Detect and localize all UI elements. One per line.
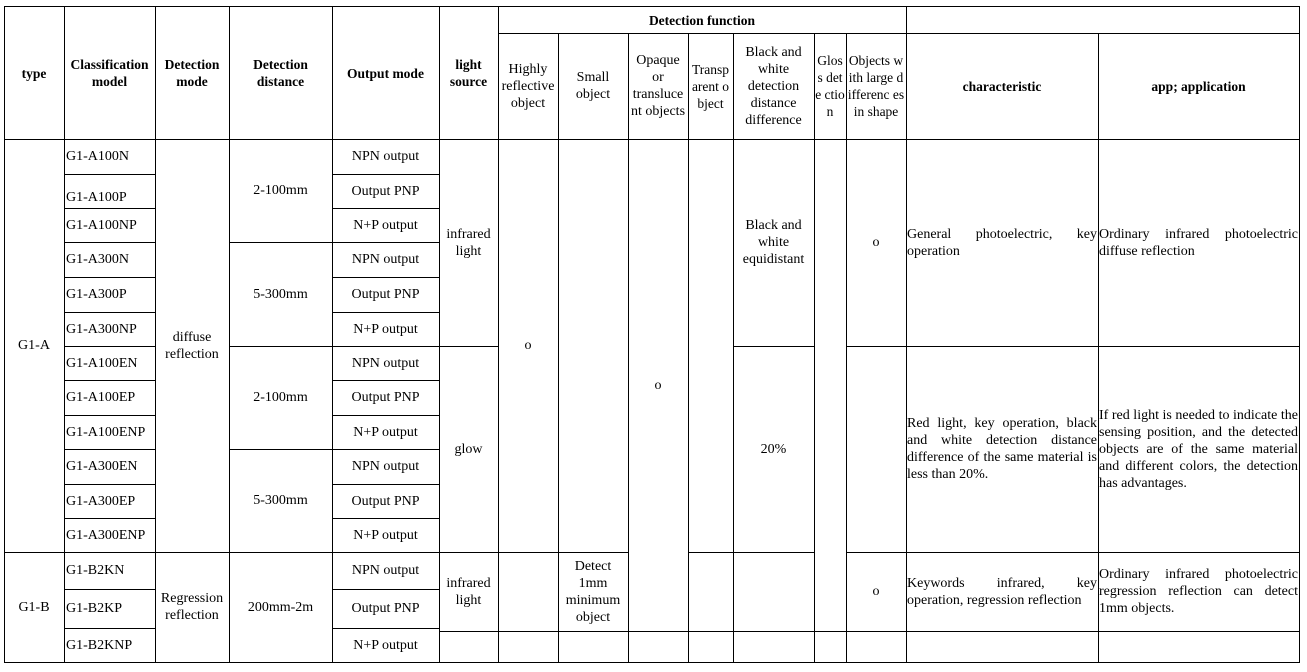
characteristic-regression: Keywords infrared, key operation, regression reflection bbox=[907, 575, 1097, 608]
row-divider bbox=[332, 277, 439, 278]
light-source-infrared: infrared light bbox=[446, 226, 491, 259]
model-g1-b2kp: G1-B2KP bbox=[66, 601, 123, 616]
large-shape-mark: o bbox=[872, 235, 880, 250]
header-black-white-difference: Black and white detection distance difference bbox=[745, 44, 802, 128]
type-g1-b: G1-B bbox=[18, 599, 50, 615]
row-divider bbox=[64, 312, 155, 313]
header-output-mode: Output mode bbox=[347, 65, 424, 81]
header-large-shape-difference: Objects with large differenc es in shape bbox=[847, 53, 905, 119]
application-regression: Ordinary infrared photoelectric regression reflection can detect 1mm objects. bbox=[1099, 567, 1298, 616]
header-characteristic: characteristic bbox=[962, 78, 1042, 94]
light-source-glow: glow bbox=[454, 441, 483, 457]
row-divider bbox=[64, 174, 155, 175]
output-np: N+P output bbox=[353, 637, 418, 653]
row-divider bbox=[229, 346, 498, 347]
header-detection-distance: Detection distance bbox=[253, 57, 308, 89]
small-object-detect-1mm: Detect 1mm minimum object bbox=[565, 558, 621, 625]
output-np: N+P output bbox=[353, 321, 418, 337]
header-transparent-object: Transp arent object bbox=[691, 61, 730, 111]
opaque-mark: o bbox=[654, 377, 662, 393]
output-pnp: Output PNP bbox=[351, 601, 420, 616]
row-divider bbox=[332, 589, 439, 590]
header-gloss-detection: Glos s dete ction bbox=[815, 53, 845, 119]
type-g1-a: G1-A bbox=[18, 338, 50, 353]
column-divider bbox=[733, 33, 734, 663]
row-divider bbox=[439, 631, 1300, 632]
distance-200mm-2m: 200mm-2m bbox=[247, 599, 314, 615]
output-npn: NPN output bbox=[351, 149, 420, 164]
distance-2-100mm: 2-100mm bbox=[253, 183, 308, 198]
model-g1-a300p: G1-A300P bbox=[66, 287, 127, 302]
model-g1-a100ep: G1-A100EP bbox=[66, 390, 136, 405]
row-divider bbox=[64, 449, 155, 450]
output-np: N+P output bbox=[353, 424, 418, 440]
header-type: type bbox=[21, 65, 47, 81]
model-g1-a100n: G1-A100N bbox=[66, 149, 129, 164]
row-divider bbox=[64, 518, 155, 519]
row-divider bbox=[64, 380, 155, 381]
model-g1-a100en: G1-A100EN bbox=[66, 355, 138, 371]
header-classification-model: Classification model bbox=[70, 57, 149, 89]
row-divider bbox=[332, 628, 439, 629]
row-divider bbox=[64, 208, 155, 209]
output-npn: NPN output bbox=[351, 563, 420, 578]
column-divider bbox=[439, 6, 440, 663]
column-divider bbox=[688, 33, 689, 663]
model-g1-b2knp: G1-B2KNP bbox=[66, 637, 133, 653]
model-g1-a100p: G1-A100P bbox=[66, 189, 127, 205]
output-pnp: Output PNP bbox=[351, 183, 420, 199]
row-divider bbox=[64, 346, 155, 347]
output-pnp: Output PNP bbox=[351, 287, 420, 302]
model-g1-a300ep: G1-A300EP bbox=[66, 493, 136, 509]
row-divider bbox=[332, 484, 439, 485]
row-divider bbox=[846, 552, 1300, 553]
large-shape-mark-b: o bbox=[872, 584, 880, 599]
distance-5-300mm: 5-300mm bbox=[253, 493, 308, 508]
column-divider bbox=[558, 33, 559, 663]
column-divider bbox=[906, 6, 907, 663]
row-divider bbox=[64, 415, 155, 416]
row-divider bbox=[229, 242, 439, 243]
black-white-20-percent: 20% bbox=[760, 441, 787, 457]
row-divider bbox=[332, 208, 439, 209]
output-np: N+P output bbox=[353, 217, 418, 233]
row-divider bbox=[64, 277, 155, 278]
table-border bbox=[1299, 6, 1300, 663]
output-pnp: Output PNP bbox=[351, 493, 420, 509]
row-divider bbox=[332, 312, 439, 313]
characteristic-infrared: General photoelectric, key operation bbox=[907, 226, 1097, 259]
distance-5-300mm: 5-300mm bbox=[253, 286, 308, 302]
row-divider bbox=[4, 139, 1300, 140]
header-detection-mode: Detection mode bbox=[164, 57, 220, 89]
row-divider bbox=[498, 33, 1300, 34]
application-glow: If red light is needed to indicate the sensing position, and the detected objects are of the same material and different colors, the detection has advantages. bbox=[1099, 407, 1298, 491]
column-divider bbox=[332, 6, 333, 663]
header-highly-reflective-object: Highly reflective object bbox=[501, 61, 555, 111]
application-infrared: Ordinary infrared photoelectric diffuse reflection bbox=[1099, 226, 1298, 259]
header-application: app; application bbox=[1151, 78, 1246, 94]
column-divider bbox=[64, 6, 65, 663]
table-border bbox=[4, 662, 1300, 663]
column-divider bbox=[498, 6, 499, 663]
header-small-object: Small object bbox=[575, 70, 611, 102]
column-divider bbox=[846, 33, 847, 663]
model-g1-a300en: G1-A300EN bbox=[66, 459, 138, 474]
detection-mode-regression: Regression reflection bbox=[160, 591, 224, 623]
output-npn: NPN output bbox=[351, 355, 420, 371]
row-divider bbox=[64, 484, 155, 485]
highly-reflective-mark: o bbox=[524, 338, 532, 353]
model-g1-b2kn: G1-B2KN bbox=[66, 563, 125, 578]
row-divider bbox=[64, 242, 155, 243]
row-divider bbox=[846, 346, 1300, 347]
column-divider bbox=[229, 6, 230, 663]
output-npn: NPN output bbox=[351, 252, 420, 267]
header-opaque-objects: Opaque or transluce nt objects bbox=[630, 53, 686, 119]
output-pnp: Output PNP bbox=[351, 390, 420, 405]
detection-mode-diffuse: diffuse reflection bbox=[165, 329, 219, 362]
model-g1-a300n: G1-A300N bbox=[66, 252, 129, 267]
header-light-source: light source bbox=[449, 57, 488, 89]
row-divider bbox=[64, 589, 155, 590]
output-np: N+P output bbox=[353, 527, 418, 543]
model-g1-a300enp: G1-A300ENP bbox=[66, 527, 146, 543]
output-npn: NPN output bbox=[351, 459, 420, 474]
column-divider bbox=[628, 33, 629, 663]
model-g1-a100np: G1-A100NP bbox=[66, 217, 137, 233]
column-divider bbox=[155, 6, 156, 663]
row-divider bbox=[332, 380, 439, 381]
row-divider bbox=[4, 552, 628, 553]
row-divider bbox=[64, 628, 155, 629]
characteristic-glow: Red light, key operation, black and white detection distance difference of the same material is less than 20%. bbox=[907, 416, 1097, 482]
table-border bbox=[4, 6, 5, 663]
model-g1-a300np: G1-A300NP bbox=[66, 321, 137, 337]
row-divider bbox=[688, 552, 814, 553]
column-divider bbox=[1098, 33, 1099, 663]
table-border bbox=[4, 6, 1300, 7]
row-divider bbox=[733, 346, 814, 347]
row-divider bbox=[229, 449, 439, 450]
column-divider bbox=[814, 33, 815, 663]
row-divider bbox=[332, 415, 439, 416]
distance-2-100mm: 2-100mm bbox=[253, 390, 308, 405]
row-divider bbox=[332, 518, 439, 519]
model-g1-a100enp: G1-A100ENP bbox=[66, 424, 146, 440]
row-divider bbox=[332, 174, 439, 175]
light-source-infrared-b: infrared light bbox=[446, 575, 491, 608]
black-white-equidistant: Black and white equidistant bbox=[742, 218, 805, 267]
header-detection-function: Detection function bbox=[648, 12, 756, 28]
